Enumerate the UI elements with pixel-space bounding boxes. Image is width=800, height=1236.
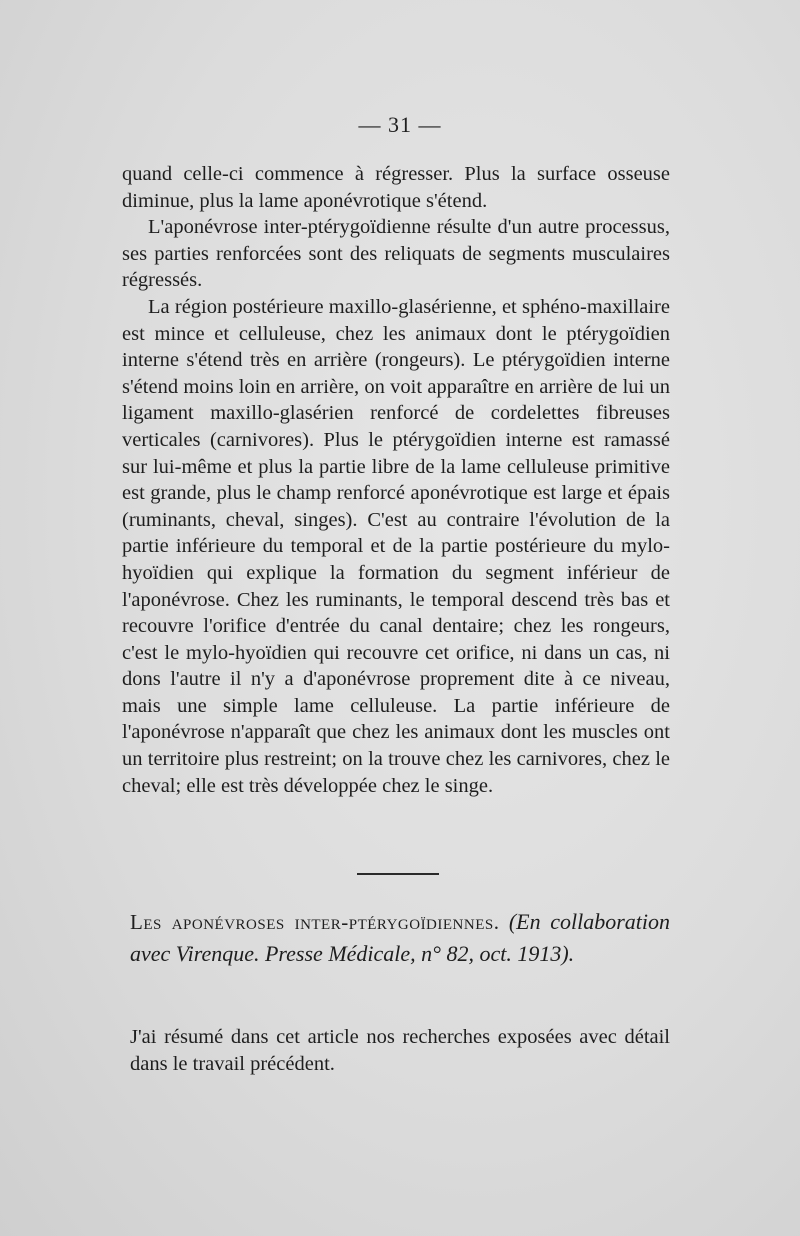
reference-entry [130, 906, 670, 970]
paragraph: L'aponévrose inter-ptérygoïdienne résulte d'un autre processus, ses parties renforcées sont des reliquats de segments musculaires régressés. [122, 216, 670, 292]
reference-citation: (En collaboration avec Virenque. Presse Médicale, n° 82, oct. 1913). [130, 909, 670, 966]
paragraph: quand celle-ci commence à régresser. Plus la surface osseuse diminue, plus la lame aponévrotique s'étend. [122, 163, 670, 212]
section-divider [357, 873, 439, 875]
body-text [122, 161, 670, 799]
summary-text: J'ai résumé dans cet article nos recherches exposées avec détail dans le travail précédent. [130, 1026, 670, 1075]
reference-title: Les aponévroses inter-ptérygoïdiennes. [130, 910, 500, 934]
summary [130, 1024, 670, 1078]
page-number: — 31 — [358, 112, 442, 137]
paragraph: La région postérieure maxillo-glasérienne, et sphéno-maxillaire est mince et celluleuse, chez les animaux dont le ptérygoïdien interne s'étend très en arrière (rongeurs). Le ptérygoïdien interne s'étend moins loin en arrière, on voit apparaître en arrière de lui un ligament maxillo-glasérien renforcé de cordelettes fibreuses verticales (carnivores). Plus le ptérygoïdien interne est ramassé sur lui-même et plus la partie libre de la lame celluleuse primitive est grande, plus le champ renforcé aponévrotique est large et épais (ruminants, cheval, singes). C'est au contraire l'évolution de la partie inférieure du temporal et de la partie postérieure du mylo-hyoïdien qui explique la formation du segment inférieur de l'aponévrose. Chez les ruminants, le temporal descend très bas et recouvre l'orifice d'entrée du canal dentaire; chez les rongeurs, c'est le mylo-hyoïdien qui recouvre cet orifice, ni dans un cas, ni dons l'autre il n'y a d'aponévrose proprement dite à ce niveau, mais une simple lame celluleuse. La partie inférieure de l'aponévrose n'apparaît que chez les animaux dont les muscles ont un territoire plus restreint; on la trouve chez les carnivores, chez le cheval; elle est très développée chez le singe. [122, 295, 670, 797]
